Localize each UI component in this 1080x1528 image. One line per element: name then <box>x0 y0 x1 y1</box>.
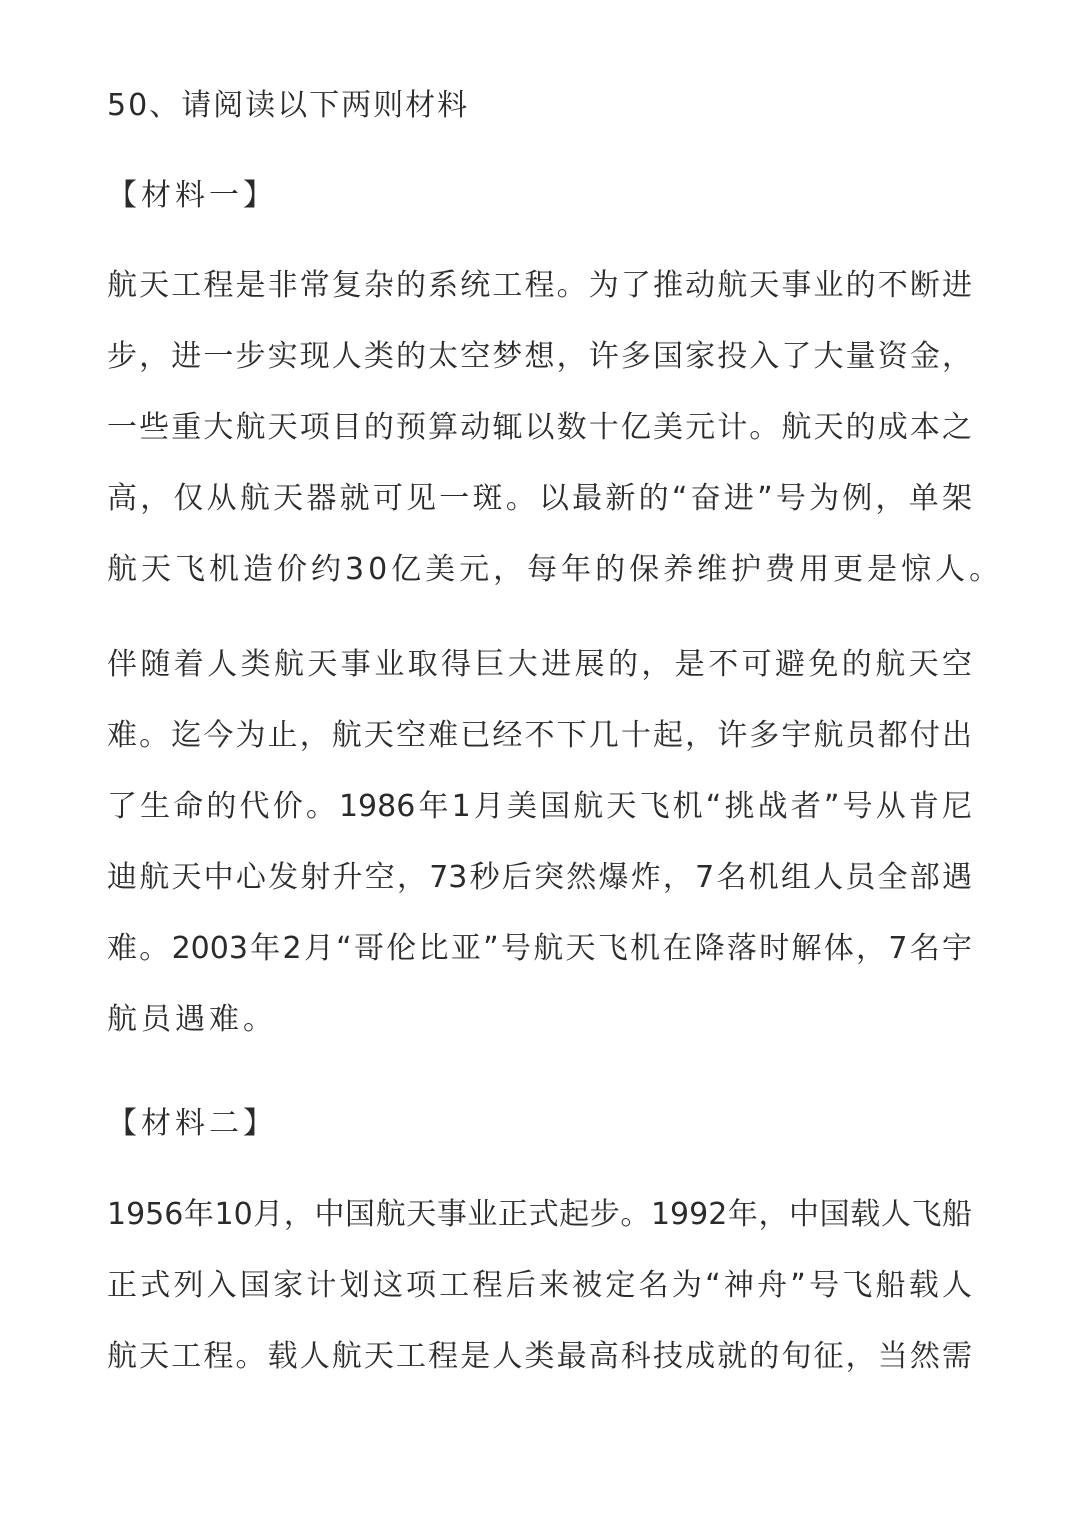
text-line: 迪航天中心发射升空，73秒后突然爆炸，7名机组人员全部遇 <box>107 860 972 895</box>
text-line: 难。2003年2月“哥伦比亚”号航天飞机在降落时解体，7名宇 <box>107 931 972 966</box>
text-line: 一些重大航天项目的预算动辄以数十亿美元计。航天的成本之 <box>107 410 972 445</box>
text-line: 航员遇难。 <box>107 1002 277 1037</box>
text-line: 航天工程是非常复杂的系统工程。为了推动航天事业的不断进 <box>107 268 972 303</box>
text-line: 高，仅从航天器就可见一斑。以最新的“奋进”号为例，单架 <box>107 481 972 516</box>
text-line: 航天工程。载人航天工程是人类最高科技成就的旬征，当然需 <box>107 1339 972 1374</box>
text-line: 正式列入国家计划这项工程后来被定名为“神舟”号飞船载人 <box>107 1268 972 1303</box>
text-line: 了生命的代价。1986年1月美国航天飞机“挑战者”号从肯尼 <box>107 789 972 824</box>
section-heading-material-two: 【材料二】 <box>107 1106 277 1141</box>
text-line: 航天飞机造价约30亿美元，每年的保养维护费用更是惊人。 <box>107 552 1004 587</box>
text-line: 步，进一步实现人类的太空梦想，许多国家投入了大量资金， <box>107 339 972 374</box>
text-line: 难。迄今为止，航天空难已经不下几十起，许多宇航员都付出 <box>107 718 972 753</box>
question-title: 50、请阅读以下两则材料 <box>107 88 470 123</box>
section-heading-material-one: 【材料一】 <box>107 178 277 213</box>
text-line: 伴随着人类航天事业取得巨大进展的，是不可避免的航天空 <box>107 647 972 682</box>
text-line: 1956年10月，中国航天事业正式起步。1992年，中国载人飞船 <box>107 1197 972 1232</box>
